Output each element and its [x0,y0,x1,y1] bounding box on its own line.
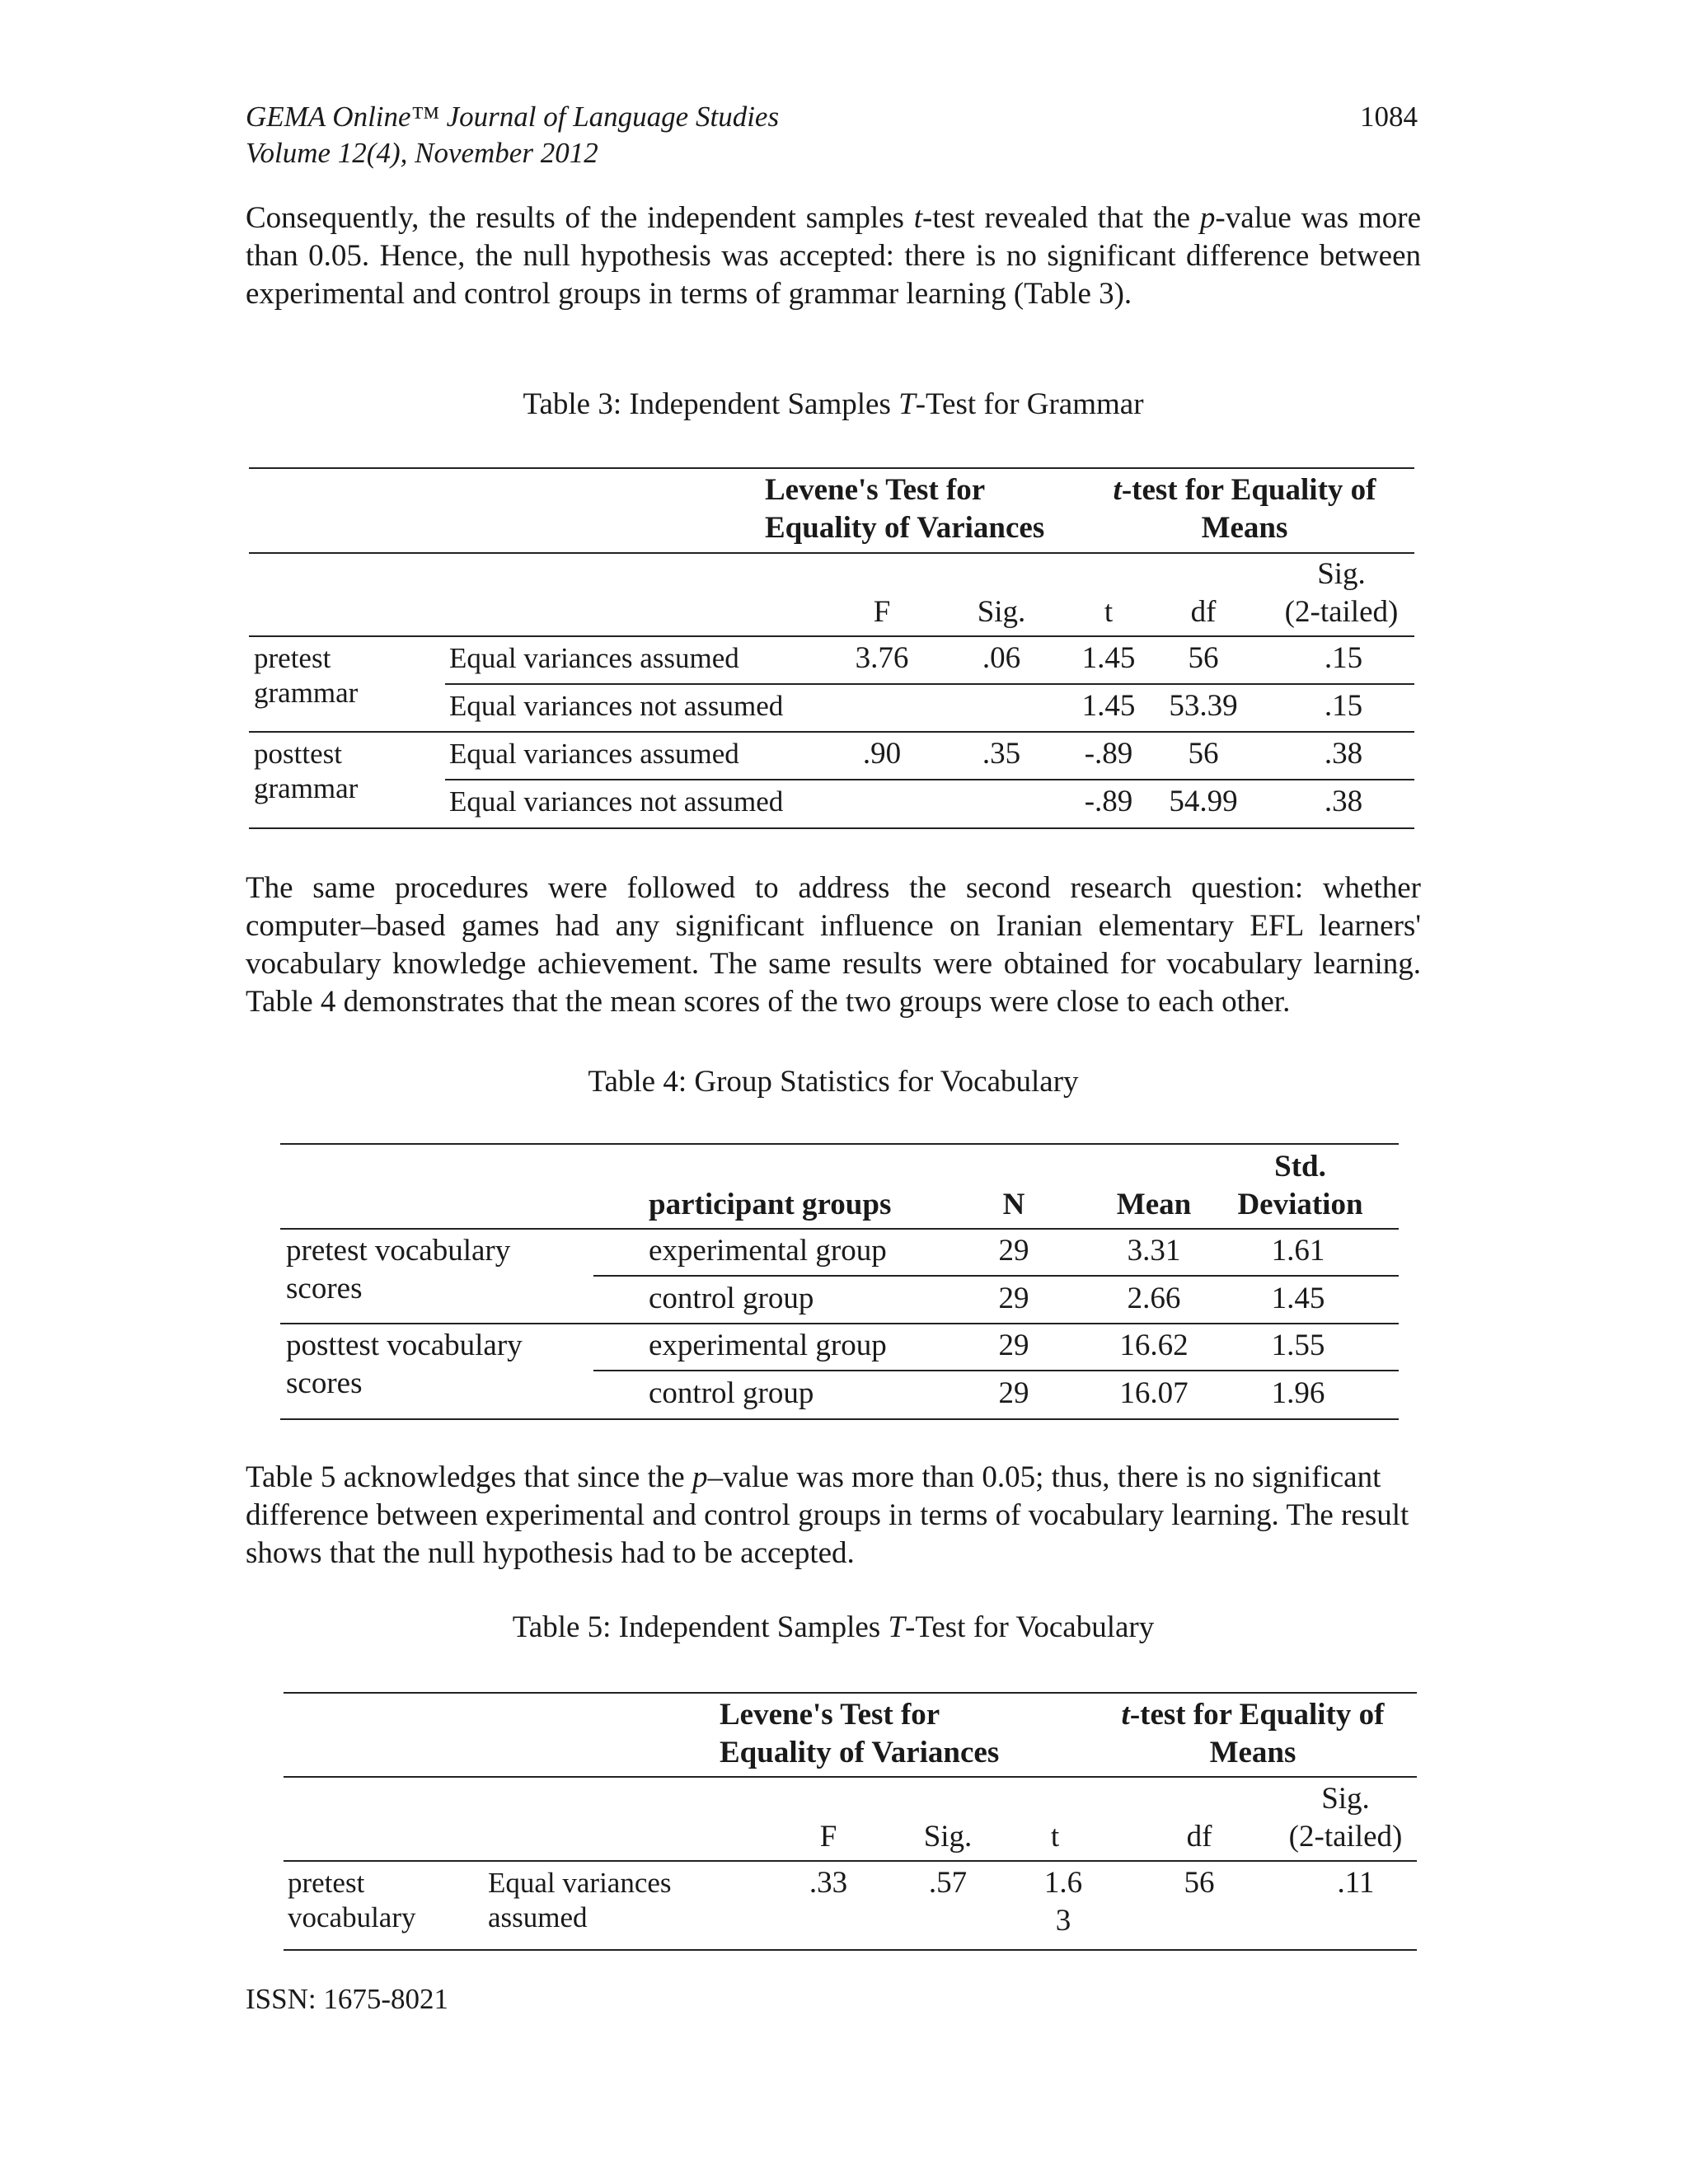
table4-col-n: N [1002,1188,1025,1221]
table3-bottom-rule [249,827,1414,829]
table5-col-t: t [1050,1820,1060,1854]
table5-sig2: .11 [1337,1866,1375,1900]
table4-n-3: 29 [998,1329,1029,1362]
table3-variance-2: Equal variances not assumed [449,690,784,722]
table4-caption: Table 4: Group Statistics for Vocabulary [588,1065,1079,1099]
table4-col-std: Std. Deviation [1237,1150,1363,1221]
table5-bottom-rule [284,1949,1417,1951]
table5-top-rule [284,1692,1417,1694]
table3-f-1: 3.76 [855,641,909,675]
table3-sig-1: .06 [982,641,1021,675]
table4-top-rule [280,1143,1399,1145]
table3-col-f: F [873,595,891,629]
table5-sig: .57 [928,1866,968,1900]
table3-sig-3: .35 [982,737,1021,771]
table5-t: 1.6 3 [1043,1866,1083,1938]
table4-group-3: experimental group [649,1329,887,1362]
table3-header-rule [249,635,1414,637]
paragraph-2: The same procedures were followed to address the second research question: whether computer–based games had any significant influence on Iranian elementary EFL learners' vocabulary knowledge achievement. The same results were obtained for vocabulary learning. Table 4 demonstrates that the mean scores of the two groups were close to each other. [246,871,1421,1019]
table3-group-rule [249,731,1414,733]
table3-variance-3: Equal variances assumed [449,738,739,770]
table4-mean-1: 3.31 [1127,1234,1181,1268]
table3-t-1: 1.45 [1081,641,1136,675]
table3-col-t: t [1104,595,1114,629]
table4-group-rule [280,1323,1399,1324]
table3-col-sig2: Sig. (2-tailed) [1284,557,1399,629]
table3-f-3: .90 [862,737,902,771]
table4-row-label-pretest: pretest vocabulary scores [286,1234,511,1305]
journal-title: GEMA Online™ Journal of Language Studies [246,101,780,133]
table4-header-rule [280,1228,1399,1230]
table5-ttest-header: t-test for Equality of Means [1121,1698,1385,1769]
table3-df-2: 53.39 [1169,689,1238,723]
table3-col-df: df [1190,595,1217,629]
table3-col-sig: Sig. [977,595,1026,629]
table4-n-2: 29 [998,1282,1029,1315]
table5-row-label: pretest vocabulary [288,1867,416,1933]
table5-levene-header: Levene's Test for Equality of Variances [720,1698,1000,1769]
paragraph-1: Consequently, the results of the independent samples t-test revealed that the p-value was more than 0.05. Hence, the null hypothesis was accepted: there is no significant difference between experimental and control groups in terms of grammar learning (Table 3). [246,201,1421,311]
table3-t-4: -.89 [1084,785,1133,818]
table3-df-1: 56 [1188,641,1219,675]
table5-df: 56 [1184,1866,1215,1900]
table4-mean-4: 16.07 [1119,1376,1189,1410]
table3-sig2-4: .38 [1324,785,1363,818]
table4-col-mean: Mean [1116,1188,1192,1221]
table4-mean-3: 16.62 [1119,1329,1189,1362]
table3-levene-header: Levene's Test for Equality of Variances [765,473,1045,545]
table3-mid-rule [249,552,1414,554]
table3-top-rule [249,467,1414,469]
table4-row-label-posttest: posttest vocabulary scores [286,1329,523,1400]
table4-group-2: control group [649,1282,814,1315]
table3-df-4: 54.99 [1169,785,1238,818]
table4-group-1: experimental group [649,1234,887,1268]
table3-row-label-pretest: pretest grammar [254,642,359,709]
table3-row-label-posttest: posttest grammar [254,738,359,804]
table5-header-rule [284,1860,1417,1862]
table5-mid-rule [284,1776,1417,1778]
volume-info: Volume 12(4), November 2012 [246,137,598,169]
table4-group-4: control group [649,1376,814,1410]
table4-std-1: 1.61 [1271,1234,1325,1268]
table3-t-3: -.89 [1084,737,1133,771]
table3-variance-1: Equal variances assumed [449,642,739,674]
table3-t-2: 1.45 [1081,689,1136,723]
table5-col-sig: Sig. [923,1820,973,1854]
table4-mean-2: 2.66 [1127,1282,1181,1315]
table3-sig2-1: .15 [1324,641,1363,675]
table5-variance: Equal variances assumed [488,1867,672,1933]
table5-col-f: F [819,1820,837,1854]
paragraph-3: Table 5 acknowledges that since the p–value was more than 0.05; thus, there is no significant difference between experimental and control groups in terms of vocabulary learning. The result shows that the null hypothesis had to be accepted. [246,1460,1409,1570]
table4-bottom-rule [280,1418,1399,1420]
table3-df-3: 56 [1188,737,1219,771]
table4-row-rule-1 [593,1275,1399,1277]
table4-col-groups: participant groups [649,1188,892,1221]
table4-std-4: 1.96 [1271,1376,1325,1410]
table3-caption: Table 3: Independent Samples T-Test for Grammar [523,387,1144,421]
table3-sig2-2: .15 [1324,689,1363,723]
issn-footer: ISSN: 1675-8021 [246,1983,448,2015]
table4-std-2: 1.45 [1271,1282,1325,1315]
table5-f: .33 [809,1866,848,1900]
table4-n-4: 29 [998,1376,1029,1410]
table4-row-rule-2 [593,1370,1399,1371]
table5-col-df: df [1186,1820,1212,1854]
table3-variance-4: Equal variances not assumed [449,785,784,818]
table3-row-rule-2 [445,779,1414,780]
table3-ttest-header: t-test for Equality of Means [1113,473,1376,545]
table5-col-sig2: Sig. (2-tailed) [1288,1782,1403,1854]
table3-sig2-3: .38 [1324,737,1363,771]
page-number: 1084 [1360,101,1418,133]
table3-row-rule-1 [445,683,1414,685]
table4-std-3: 1.55 [1271,1329,1325,1362]
table4-n-1: 29 [998,1234,1029,1268]
table5-caption: Table 5: Independent Samples T-Test for Vocabulary [512,1610,1155,1644]
